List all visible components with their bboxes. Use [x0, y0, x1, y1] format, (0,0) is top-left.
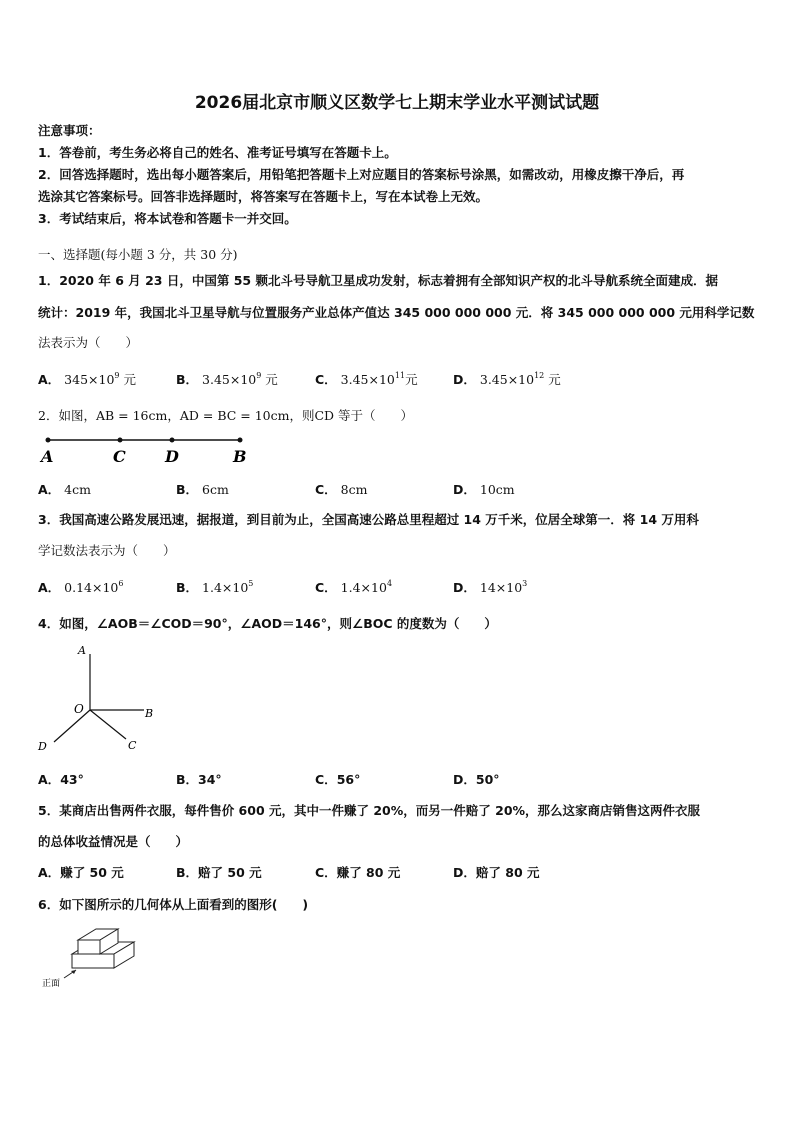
option-unit: 元 [544, 372, 561, 387]
point-label: D [165, 447, 179, 466]
option-label: B． [176, 580, 199, 595]
option-text: 10cm [479, 482, 515, 497]
q2-option-a[interactable] [38, 480, 91, 498]
notice-item: 2．回答选择题时，选出每小题答案后，用铅笔把答题卡上对应题目的答案标号涂黑，如需改动，用橡皮擦干净后，再 [38, 167, 685, 182]
option-label: C． [315, 482, 337, 497]
option-text: 赔了 80 元 [475, 865, 540, 880]
option-exponent: 12 [534, 371, 545, 380]
option-label: D． [453, 865, 476, 880]
option-label: B． [176, 772, 199, 787]
line-segment-figure [38, 432, 258, 468]
option-base: 3.45×10 [479, 372, 535, 387]
option-label: C． [315, 372, 337, 387]
question-5-line: 5．某商店出售两件衣服，每件售价 600 元，其中一件赚了 20%，而另一件赔了 20%，那么这家商店销售这两件衣服 [38, 803, 701, 818]
option-text: 34° [198, 772, 222, 787]
ray-od [54, 710, 90, 742]
notice-item: 3．考试结束后，将本试卷和答题卡一并交回。 [38, 211, 297, 226]
q2-option-b[interactable] [176, 480, 229, 498]
page-title: 2026届北京市顺义区数学七上期末学业水平测试试题 [194, 93, 600, 113]
option-label: D． [453, 482, 476, 497]
point-label: B [145, 707, 154, 720]
option-label: B． [176, 372, 199, 387]
option-exponent: 6 [118, 579, 124, 588]
point-b [238, 438, 243, 443]
point-label: C [113, 447, 126, 466]
point-label: A [41, 447, 54, 466]
option-label: D． [453, 772, 476, 787]
option-label: C． [315, 580, 337, 595]
option-unit: 元 [405, 372, 418, 387]
front-label: 正面 [42, 979, 61, 989]
option-label: A． [38, 372, 61, 387]
q1-option-c[interactable] [315, 370, 418, 388]
option-label: A． [38, 772, 61, 787]
question-6-stem: 6．如下图所示的几何体从上面看到的图形( ) [38, 897, 309, 912]
question-1-line: 统计：2019 年，我国北斗卫星导航与位置服务产业总体产值达 345 000 000 000 元．将 345 000 000 000 元用科学记数 [38, 305, 755, 320]
q3-option-d[interactable] [453, 578, 527, 596]
point-label: B [233, 447, 247, 466]
q1-option-d[interactable] [453, 370, 561, 388]
option-base: 345×10 [64, 372, 115, 387]
q4-option-b[interactable] [176, 770, 222, 788]
q5-option-c[interactable] [315, 863, 400, 881]
option-exponent: 4 [386, 579, 393, 588]
option-text: 43° [60, 772, 84, 787]
option-label: C． [315, 865, 337, 880]
option-label: B． [176, 482, 199, 497]
option-text: 赔了 50 元 [198, 865, 262, 880]
point-label: D [38, 740, 47, 753]
option-text: 8cm [340, 482, 368, 497]
q2-option-c[interactable] [315, 480, 367, 498]
option-text: 赚了 80 元 [336, 865, 401, 880]
notice-heading: 注意事项： [38, 123, 101, 138]
section-heading: 一、选择题(每小题 3 分，共 30 分) [38, 247, 238, 262]
q4-option-a[interactable] [38, 770, 84, 788]
solid-figure [38, 920, 148, 994]
question-3-line: 3．我国高速公路发展迅速，据报道，到目前为止，全国高速公路总里程超过 14 万千米，位居全球第一．将 14 万用科 [38, 512, 699, 527]
q2-option-d[interactable] [453, 480, 515, 498]
question-1-line: 1．2020 年 6 月 23 日，中国第 55 颗北斗号导航卫星成功发射，标志着拥有全部知识产权的北斗导航系统全面建成．据 [38, 273, 718, 288]
option-text: 4cm [64, 482, 91, 497]
option-text: 56° [336, 772, 361, 787]
option-label: D． [453, 580, 476, 595]
angle-figure [34, 640, 164, 760]
option-base: 1.4×10 [202, 580, 249, 595]
option-base: 3.45×10 [340, 372, 395, 387]
option-text: 50° [475, 772, 500, 787]
option-label: A． [38, 580, 61, 595]
option-exponent: 9 [114, 371, 120, 380]
option-exponent: 3 [522, 579, 528, 588]
option-base: 1.4×10 [340, 580, 387, 595]
option-exponent: 5 [248, 579, 254, 588]
notice-item: 选涂其它答案标号。回答非选择题时，将答案写在答题卡上，写在本试卷上无效。 [38, 189, 489, 204]
q1-option-b[interactable] [176, 370, 278, 388]
option-base: 14×10 [479, 580, 523, 595]
option-label: B． [176, 865, 199, 880]
option-unit: 元 [119, 372, 136, 387]
option-label: A． [38, 482, 61, 497]
point-label: A [78, 644, 86, 657]
point-c [118, 438, 123, 443]
q4-option-c[interactable] [315, 770, 360, 788]
question-2-stem: 2．如图，AB = 16cm，AD = BC = 10cm，则CD 等于（ ） [38, 408, 414, 423]
option-base: 3.45×10 [202, 372, 257, 387]
lower-block-front [72, 954, 114, 968]
option-exponent: 11 [394, 371, 406, 380]
point-label: O [74, 702, 84, 716]
point-a [46, 438, 51, 443]
q5-option-b[interactable] [176, 863, 262, 881]
q1-option-a[interactable] [38, 370, 136, 388]
ray-oc [90, 710, 126, 739]
point-label: C [128, 739, 137, 752]
option-base: 0.14×10 [64, 580, 119, 595]
question-4-stem: 4．如图，∠AOB＝∠COD＝90°，∠AOD＝146°，则∠BOC 的度数为（ ） [38, 616, 497, 631]
q5-option-d[interactable] [453, 863, 540, 881]
point-d [170, 438, 175, 443]
upper-cube-front [78, 940, 100, 954]
option-label: C． [315, 772, 337, 787]
q3-option-b[interactable] [176, 578, 253, 596]
question-1-line: 法表示为（ ） [38, 335, 139, 350]
q4-option-d[interactable] [453, 770, 500, 788]
option-unit: 元 [261, 372, 278, 387]
question-3-line: 学记数法表示为（ ） [38, 543, 176, 558]
option-exponent: 9 [256, 371, 262, 380]
question-5-line: 的总体收益情况是（ ） [38, 834, 189, 849]
q5-option-a[interactable] [38, 863, 124, 881]
notice-item: 1．答卷前，考生务必将自己的姓名、准考证号填写在答题卡上。 [38, 145, 397, 160]
option-label: D． [453, 372, 476, 387]
option-label: A． [38, 865, 61, 880]
option-text: 赚了 50 元 [60, 865, 124, 880]
q3-option-c[interactable] [315, 578, 392, 596]
option-text: 6cm [202, 482, 229, 497]
q3-option-a[interactable] [38, 578, 123, 596]
